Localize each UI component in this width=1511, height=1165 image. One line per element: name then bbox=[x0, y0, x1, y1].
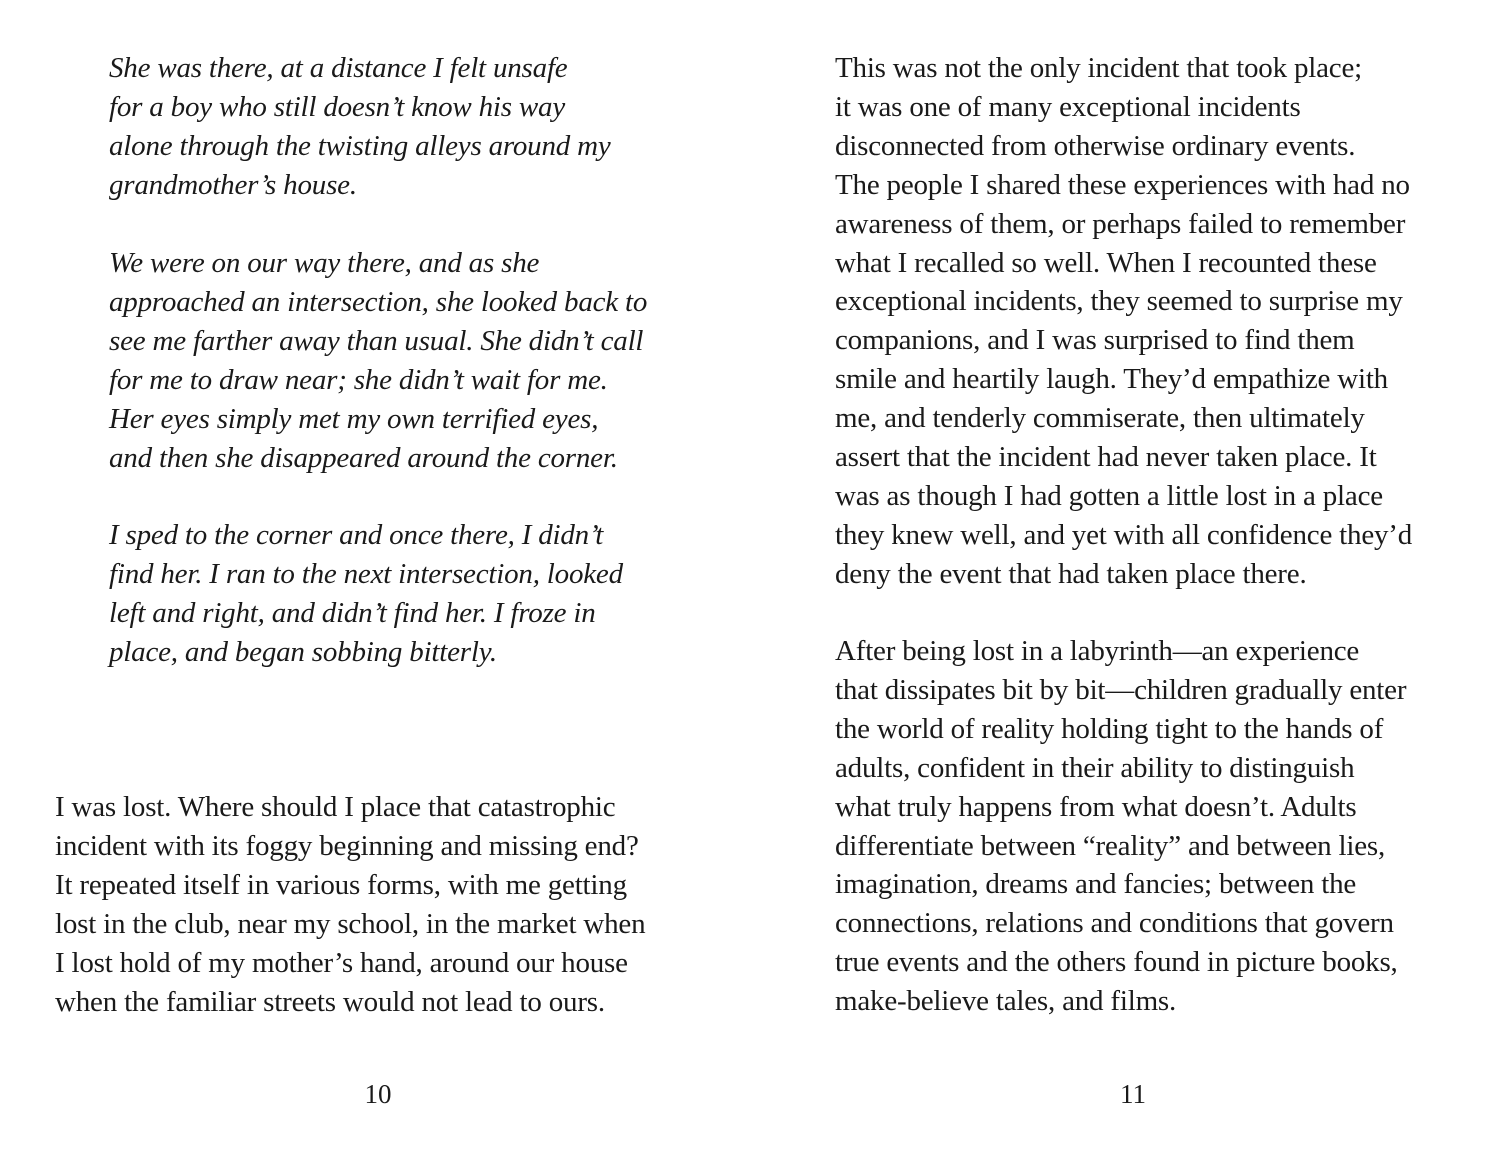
italic-stanza-1 bbox=[109, 49, 611, 205]
text-line: I sped to the corner and once there, I didn’t bbox=[109, 519, 604, 551]
body-paragraph bbox=[835, 632, 1406, 1021]
text-line: We were on our way there, and as she bbox=[109, 247, 540, 279]
text-line: what truly happens from what doesn’t. Adults bbox=[835, 790, 1357, 823]
text-line: it was one of many exceptional incidents bbox=[835, 90, 1301, 123]
text-line: when the familiar streets would not lead to ours. bbox=[55, 985, 605, 1018]
text-line: they knew well, and yet with all confidence they’d bbox=[835, 518, 1413, 551]
text-line: place, and began sobbing bitterly. bbox=[109, 635, 497, 668]
italic-stanza-3 bbox=[109, 516, 623, 672]
page-number: 10 bbox=[364, 1079, 392, 1109]
text-line: what I recalled so well. When I recounted these bbox=[835, 246, 1377, 279]
text-line: approached an intersection, she looked back to bbox=[109, 285, 648, 318]
text-line: awareness of them, or perhaps failed to remember bbox=[835, 207, 1406, 240]
text-line: find her. I ran to the next intersection, looked bbox=[109, 557, 623, 590]
text-line: see me farther away than usual. She didn’t call bbox=[109, 324, 644, 357]
text-line: alone through the twisting alleys around my bbox=[109, 129, 611, 162]
page-number: 11 bbox=[1120, 1079, 1146, 1109]
text-line: assert that the incident had never taken place. It bbox=[835, 441, 1377, 474]
text-line: incident with its foggy beginning and missing end? bbox=[55, 829, 639, 862]
text-line: differentiate between “reality” and between lies, bbox=[835, 829, 1386, 862]
right-page bbox=[760, 0, 1511, 1165]
text-line: the world of reality holding tight to the hands of bbox=[835, 712, 1384, 745]
text-line: deny the event that had taken place there. bbox=[835, 557, 1307, 590]
text-line: left and right, and didn’t find her. I froze in bbox=[109, 596, 596, 629]
text-line: smile and heartily laugh. They’d empathize with bbox=[835, 363, 1388, 396]
text-line: Her eyes simply met my own terrified eyes, bbox=[109, 402, 599, 435]
text-line: imagination, dreams and fancies; between the bbox=[835, 868, 1357, 901]
text-line: true events and the others found in picture books, bbox=[835, 946, 1398, 979]
text-line: She was there, at a distance I felt unsafe bbox=[109, 52, 568, 84]
text-line: After being lost in a labyrinth—an experience bbox=[835, 635, 1360, 667]
text-line: connections, relations and conditions that govern bbox=[835, 907, 1394, 940]
text-line: was as though I had gotten a little lost in a place bbox=[835, 479, 1383, 512]
text-line: for me to draw near; she didn’t wait for me. bbox=[109, 363, 608, 396]
text-line: make-believe tales, and films. bbox=[835, 985, 1177, 1018]
text-line: me, and tenderly commiserate, then ultimately bbox=[835, 402, 1365, 435]
italic-stanza-2 bbox=[109, 244, 647, 477]
text-line: The people I shared these experiences with had no bbox=[835, 168, 1410, 201]
text-line: that dissipates bit by bit—children gradually enter bbox=[835, 673, 1407, 706]
text-line: companions, and I was surprised to find them bbox=[835, 324, 1355, 357]
text-line: for a boy who still doesn’t know his way bbox=[109, 90, 566, 123]
text-line: adults, confident in their ability to distinguish bbox=[835, 751, 1355, 784]
text-line: disconnected from otherwise ordinary events. bbox=[835, 129, 1356, 162]
text-line: grandmother’s house. bbox=[109, 168, 357, 201]
text-line: I was lost. Where should I place that catastrophic bbox=[55, 791, 616, 823]
text-line: This was not the only incident that took place; bbox=[835, 52, 1362, 84]
text-line: and then she disappeared around the corner. bbox=[109, 441, 618, 474]
text-line: exceptional incidents, they seemed to surprise my bbox=[835, 285, 1403, 318]
body-paragraph bbox=[835, 49, 1412, 594]
body-paragraph bbox=[55, 788, 645, 1021]
text-line: I lost hold of my mother’s hand, around our house bbox=[55, 946, 628, 979]
text-line: It repeated itself in various forms, with me getting bbox=[55, 868, 627, 901]
text-line: lost in the club, near my school, in the market when bbox=[55, 907, 646, 940]
